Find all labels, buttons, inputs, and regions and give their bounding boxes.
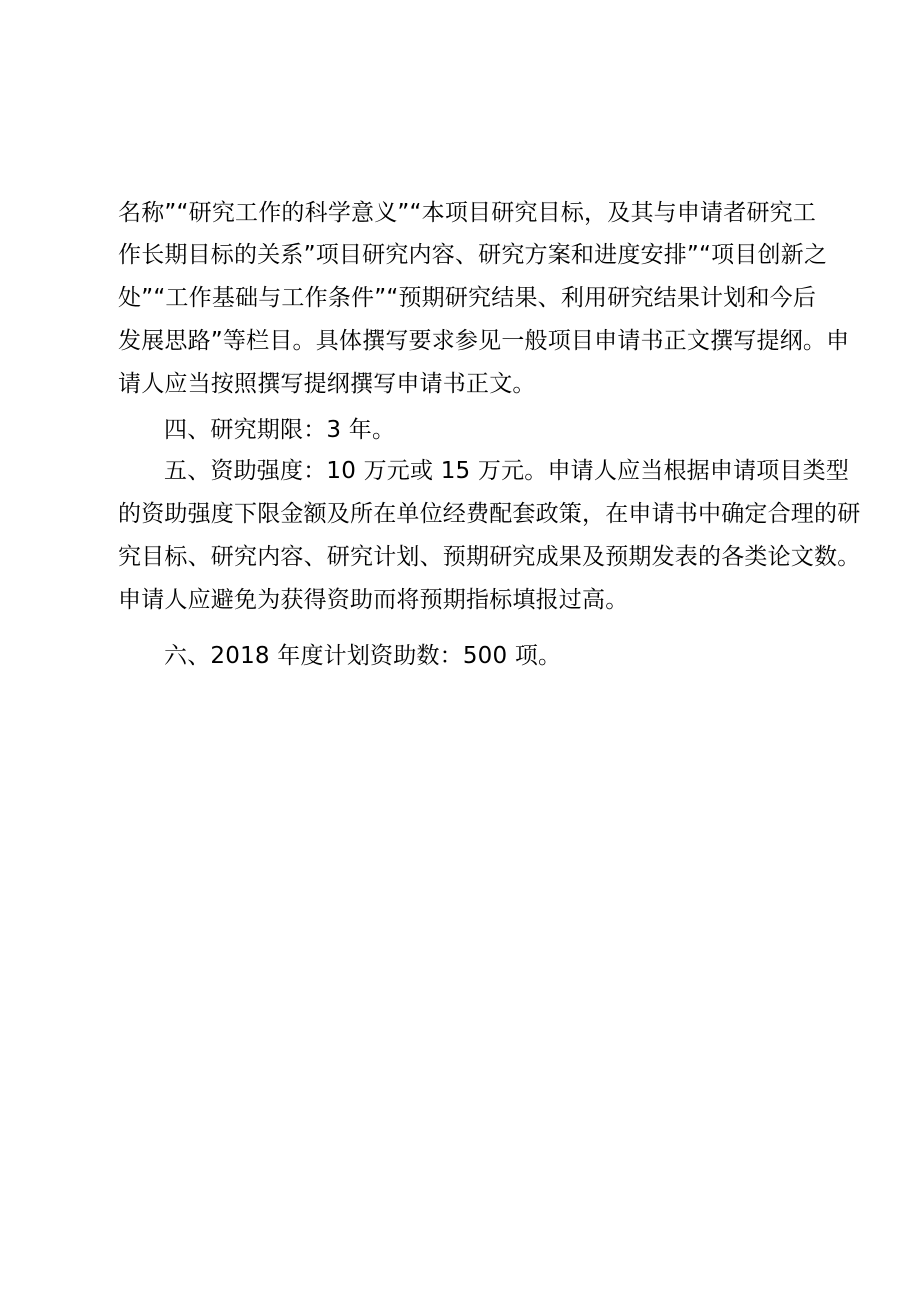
- section-research-period: 四、研究期限：3 年。: [164, 417, 396, 443]
- text-line: 名称”“研究工作的科学意义”“本项目研究目标，及其与申请者研究工: [118, 200, 817, 226]
- section-funded-count: 六、2018 年度计划资助数：500 项。: [164, 643, 562, 669]
- text-line: 究目标、研究内容、研究计划、预期研究成果及预期发表的各类论文数。: [118, 544, 861, 570]
- text-line: 请人应当按照撰写提纲撰写申请书正文。: [118, 371, 536, 397]
- text-line: 作长期目标的关系”项目研究内容、研究方案和进度安排”“项目创新之: [118, 242, 828, 268]
- section-funding-intensity: 五、资助强度：10 万元或 15 万元。申请人应当根据申请项目类型: [164, 458, 850, 484]
- text-line: 申请人应避免为获得资助而将预期指标填报过高。: [118, 587, 629, 613]
- text-line: 处”“工作基础与工作条件”“预期研究结果、利用研究结果计划和今后: [118, 285, 817, 311]
- text-line: 的资助强度下限金额及所在单位经费配套政策，在申请书中确定合理的研: [118, 501, 861, 527]
- text-line: 发展思路”等栏目。具体撰写要求参见一般项目申请书正文撰写提纲。申: [118, 328, 850, 354]
